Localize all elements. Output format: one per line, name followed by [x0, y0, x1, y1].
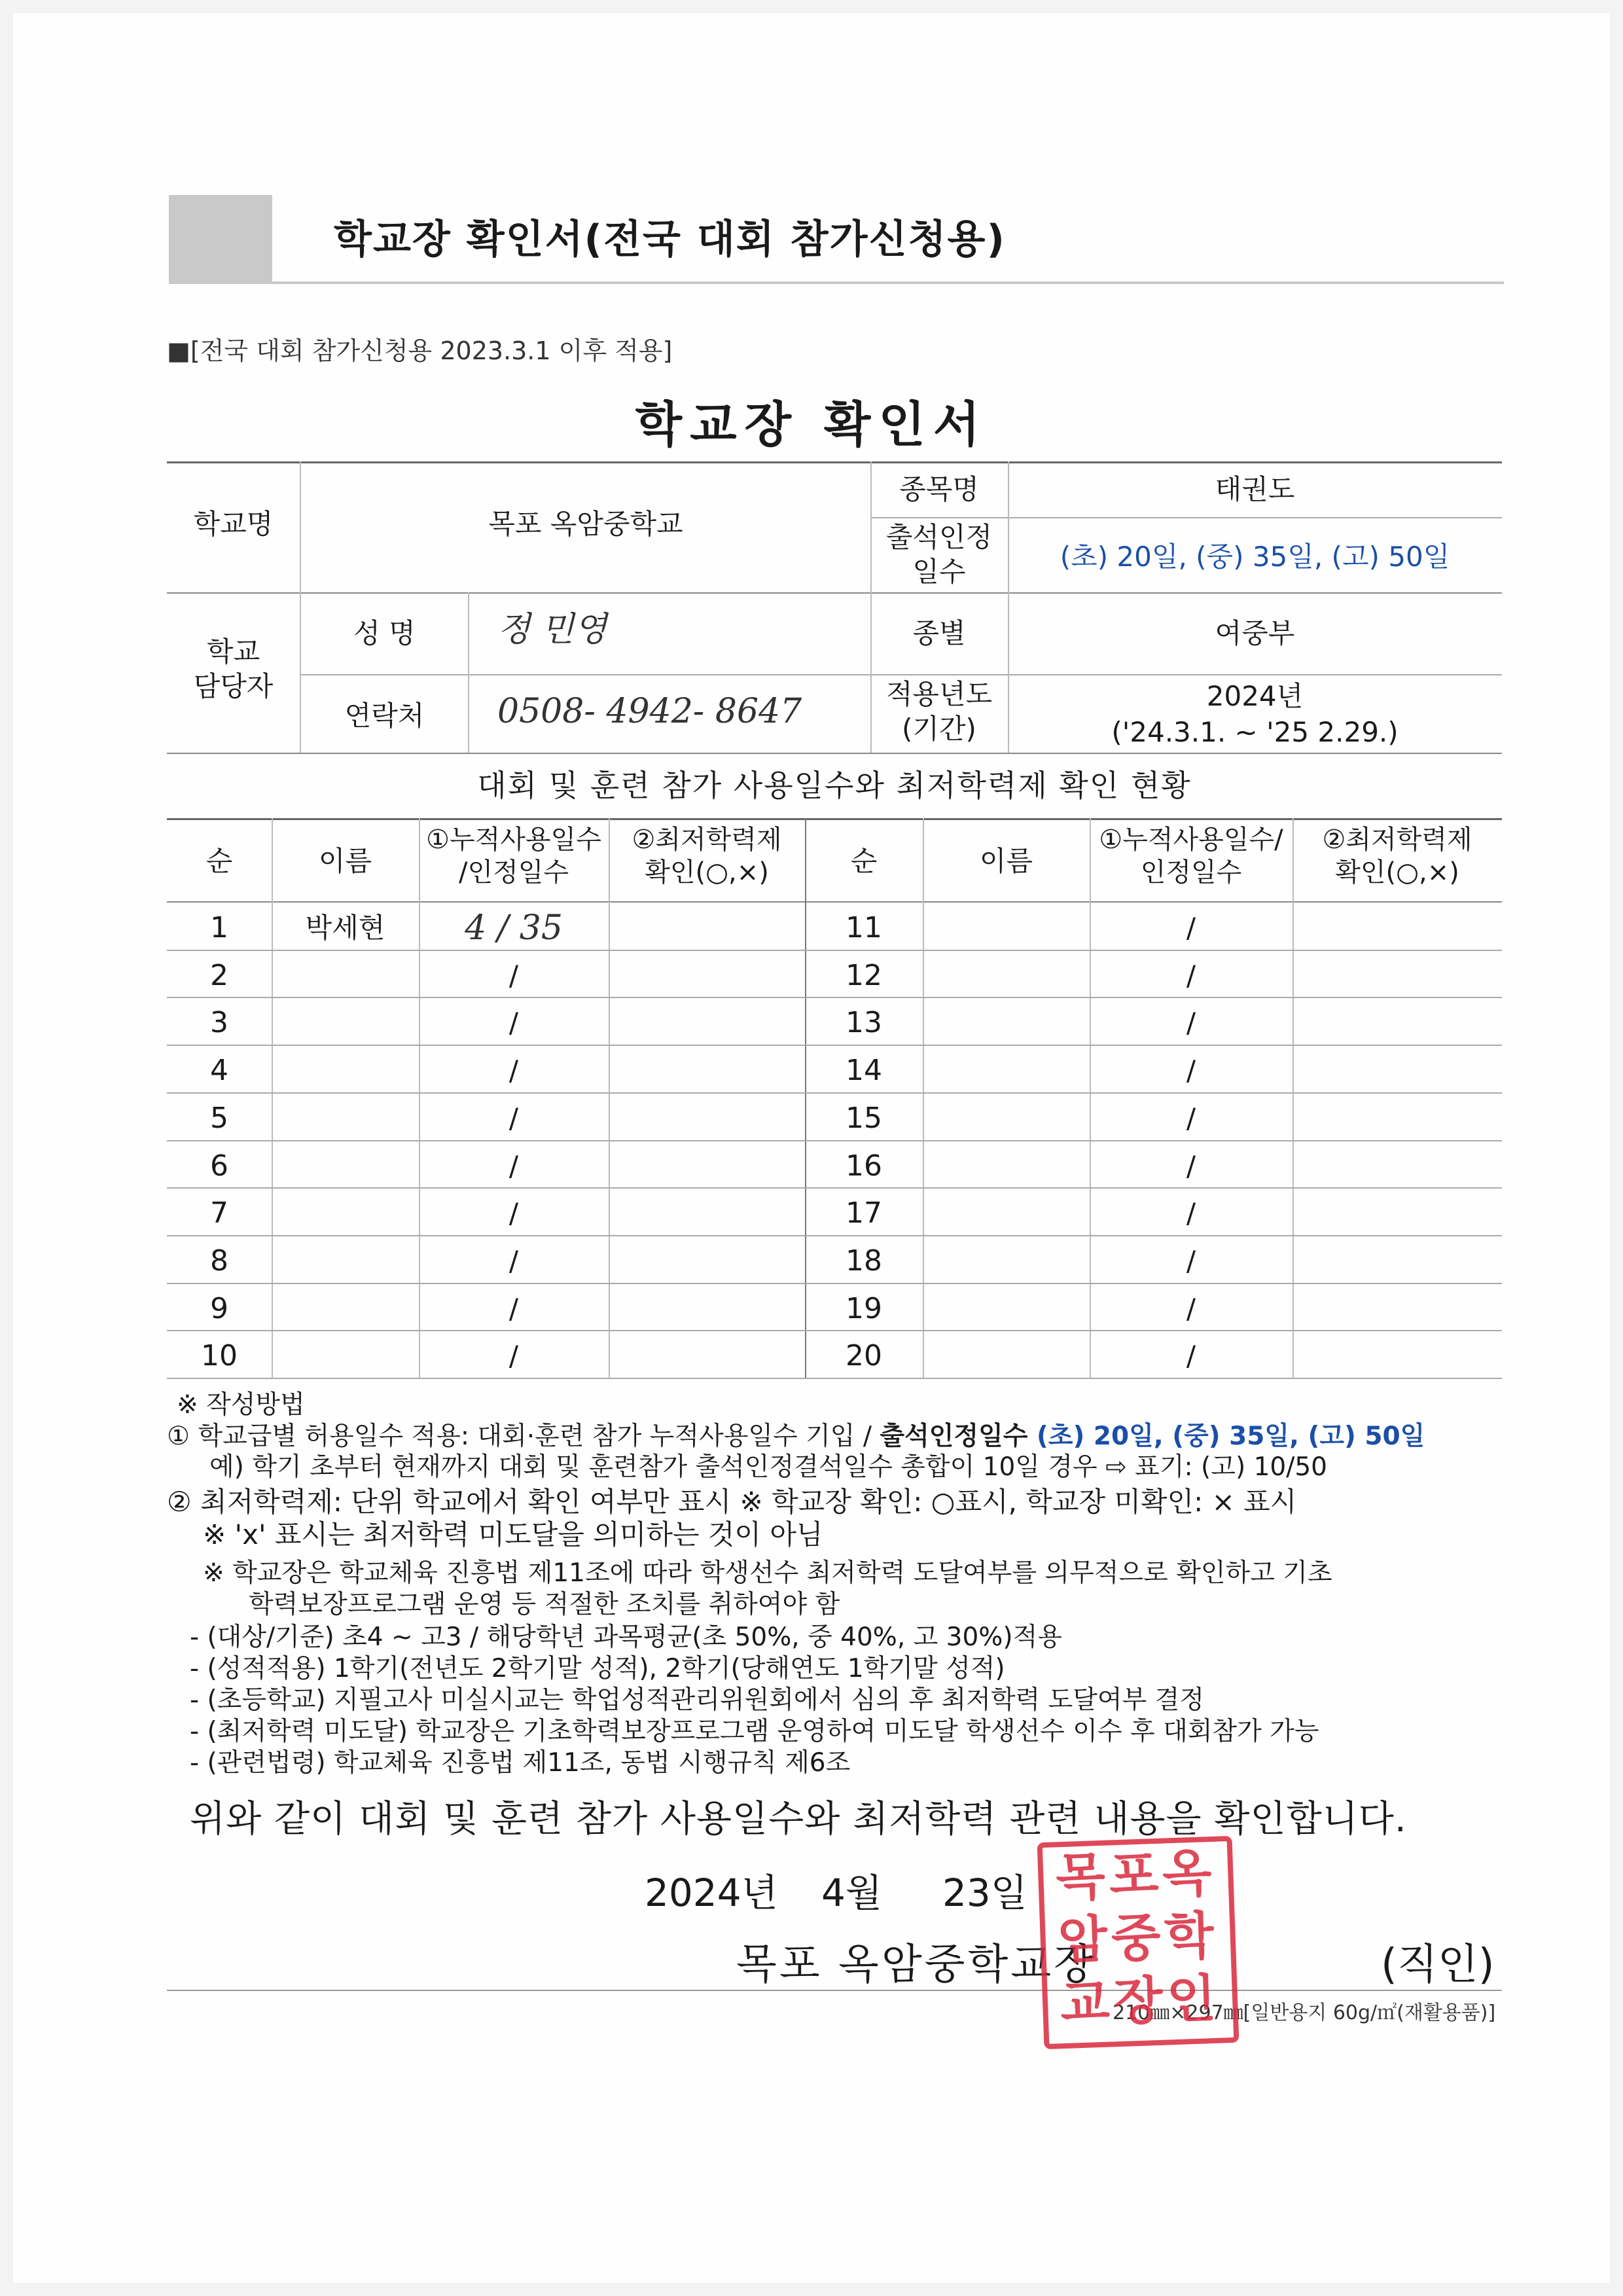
instruction-item-1-example: 예) 학기 초부터 현재까지 대회 및 훈련참가 출석인정결석일수 총합이 10일 경우 ⇨ 표기: (고) 10/50: [209, 1452, 1327, 1482]
event-value: 태권도: [1215, 473, 1295, 505]
phone-label: 연락처: [344, 700, 425, 732]
row-days: /: [508, 1197, 519, 1229]
row-divider: [167, 1092, 1502, 1094]
row-divider: [167, 950, 1502, 951]
header-gray-block: [169, 195, 272, 284]
column-divider: [923, 818, 924, 1378]
contact-group-label: 학교 담당자: [193, 636, 274, 702]
date-year: 2024년: [645, 1871, 778, 1915]
row-number: 12: [846, 959, 882, 992]
row-days: /: [1186, 1150, 1196, 1182]
header-days: ①누적사용일수/ 인정일수: [1099, 825, 1283, 888]
instruction-item-1-bold: 출석인정일수: [880, 1422, 1028, 1451]
school-value: 목포 옥암중학교: [488, 508, 683, 540]
row-days: 4 / 35: [465, 908, 563, 948]
row-number: 11: [846, 911, 882, 944]
row-number: 1: [210, 911, 228, 944]
instructions-heading: ※ 작성방법: [177, 1390, 305, 1420]
year-value: 2024년: [1206, 680, 1304, 712]
confirmation-statement: 위와 같이 대회 및 훈련 참가 사용일수와 최저학력 관련 내용을 확인합니다.: [190, 1798, 1407, 1840]
divider: [468, 592, 469, 753]
applicability-note: ■[전국 대회 참가신청용 2023.3.1 이후 적용]: [167, 336, 673, 365]
row-days: /: [1186, 1340, 1196, 1372]
footer-line: [167, 1990, 1502, 1991]
row-divider: [167, 1235, 1502, 1236]
row-days: /: [1186, 1293, 1196, 1325]
row-number: 5: [210, 1102, 228, 1135]
row-divider: [167, 1045, 1502, 1046]
table-top-border: [167, 818, 1502, 820]
row-number: 7: [210, 1196, 228, 1230]
divider: [167, 592, 1502, 594]
row-days: /: [1186, 1102, 1196, 1134]
year-label: 적용년도 (기간): [885, 678, 993, 745]
row-days: /: [508, 1245, 519, 1277]
row-divider: [167, 1140, 1502, 1141]
instruction-bullet: - (성적적용) 1학기(전년도 2학기말 성적), 2학기(당해연도 1학기말 성적): [190, 1654, 1005, 1683]
instruction-item-1-text: ① 학교급별 허용일수 적용: 대회·훈련 참가 누적사용일수 기입 /: [167, 1422, 880, 1451]
stamp-line: 암중학: [1057, 1905, 1219, 1971]
paper-spec-footnote: 210㎜×297㎜[일반용지 60g/㎡(재활용품)]: [1113, 2001, 1496, 2024]
instruction-item-2-note-1: ※ 'x' 표시는 최저학력 미도달을 의미하는 것이 아님: [203, 1518, 823, 1551]
header-name: 이름: [318, 845, 372, 877]
instruction-bullet: - (관련법령) 학교체육 진흥법 제11조, 동법 시행규칙 제6조: [190, 1748, 851, 1778]
column-divider: [609, 818, 610, 1378]
instruction-item-1-blue: (초) 20일, (중) 35일, (고) 50일: [1027, 1422, 1425, 1451]
row-divider: [167, 1330, 1502, 1331]
signatory: 목포 옥암중학교장: [736, 1941, 1097, 1989]
header-name: 이름: [979, 845, 1033, 877]
instruction-bullet: - (초등학교) 지필고사 미실시교는 학업성적관리위원회에서 심의 후 최저학력 도달여부 결정: [190, 1685, 1205, 1715]
instruction-item-2-note-2b: 학력보장프로그램 운영 등 적절한 조치를 취하여야 함: [249, 1590, 840, 1619]
main-title: 학교장 확인서: [635, 397, 988, 453]
stamp-line: 목포옥: [1054, 1842, 1217, 1909]
row-number: 17: [846, 1196, 882, 1230]
row-divider: [167, 997, 1502, 998]
row-number: 4: [210, 1054, 228, 1087]
row-divider: [167, 1378, 1502, 1379]
name-label: 성 명: [353, 617, 416, 649]
row-days: /: [508, 1340, 519, 1372]
row-number: 20: [846, 1339, 882, 1372]
event-label: 종목명: [899, 473, 979, 505]
header-title: 학교장 확인서(전국 대회 참가신청용): [334, 217, 1006, 262]
date-day: 23일: [942, 1871, 1027, 1915]
header-no: 순: [205, 845, 233, 877]
header-days: ①누적사용일수 /인정일수: [426, 825, 601, 888]
table-header-divider: [167, 901, 1502, 903]
contact-name-handwritten: 정 민영: [497, 610, 607, 649]
row-name: 박세현: [305, 912, 385, 944]
category-label: 종별: [912, 617, 966, 649]
row-days: /: [508, 1150, 519, 1182]
official-seal-stamp: [1037, 1836, 1240, 2049]
row-number: 9: [210, 1292, 228, 1325]
row-days: /: [1186, 912, 1196, 944]
date-month: 4월: [821, 1871, 882, 1915]
instruction-bullet: - (대상/기준) 초4 ~ 고3 / 해당학년 과목평균(초 50%, 중 40%, 고 30%)적용: [190, 1623, 1062, 1652]
column-divider: [1293, 818, 1294, 1378]
row-days: /: [508, 960, 519, 992]
row-days: /: [508, 1007, 519, 1039]
row-number: 14: [846, 1054, 882, 1087]
contact-phone-handwritten: 0508- 4942- 8647: [497, 692, 802, 731]
divider: [167, 753, 1502, 754]
row-number: 13: [846, 1006, 882, 1039]
header-check: ②최저학력제 확인(○,×): [632, 825, 782, 888]
divider: [870, 517, 1502, 518]
row-days: /: [508, 1102, 519, 1134]
divider: [301, 674, 1502, 675]
instruction-item-2-note-2a: ※ 학교장은 학교체육 진흥법 제11조에 따라 학생선수 최저학력 도달여부를 의무적으로 확인하고 기초: [203, 1558, 1332, 1588]
attendance-label: 출석인정 일수: [885, 521, 993, 588]
school-label: 학교명: [193, 508, 274, 540]
row-number: 19: [846, 1292, 882, 1325]
row-divider: [167, 1187, 1502, 1189]
header-no: 순: [850, 845, 878, 877]
row-days: /: [1186, 1007, 1196, 1039]
row-number: 2: [210, 959, 228, 992]
info-top-border: [167, 461, 1502, 463]
row-days: /: [1186, 1197, 1196, 1229]
row-number: 16: [846, 1149, 882, 1183]
row-number: 10: [201, 1339, 238, 1372]
instruction-item-2: ② 최저학력제: 단위 학교에서 확인 여부만 표시 ※ 학교장 확인: ○표시, 학교장 미확인: × 표시: [167, 1486, 1297, 1518]
row-days: /: [1186, 1054, 1196, 1086]
attendance-value: (초) 20일, (중) 35일, (고) 50일: [1060, 541, 1450, 573]
category-value: 여중부: [1215, 617, 1295, 649]
status-title: 대회 및 훈련 참가 사용일수와 최저학력제 확인 현황: [477, 768, 1192, 803]
row-number: 3: [210, 1006, 228, 1039]
row-number: 8: [210, 1244, 228, 1278]
row-days: /: [1186, 960, 1196, 992]
header-underline: [169, 281, 1504, 284]
row-divider: [167, 1283, 1502, 1284]
row-days: /: [508, 1054, 519, 1086]
instruction-bullet: - (최저학력 미도달) 학교장은 기초학력보장프로그램 운영하여 미도달 학생선수 이수 후 대회참가 가능: [190, 1717, 1319, 1746]
column-divider: [272, 818, 273, 1378]
row-number: 18: [846, 1244, 882, 1278]
seal-label: (직인): [1381, 1941, 1495, 1989]
row-days: /: [508, 1293, 519, 1325]
header-check: ②최저학력제 확인(○,×): [1322, 825, 1472, 888]
period-value: ('24.3.1. ~ '25 2.29.): [1111, 716, 1399, 748]
row-number: 15: [846, 1102, 882, 1135]
row-days: /: [1186, 1245, 1196, 1277]
stamp-line: 교장인: [1059, 1968, 1221, 2034]
row-number: 6: [210, 1149, 228, 1183]
